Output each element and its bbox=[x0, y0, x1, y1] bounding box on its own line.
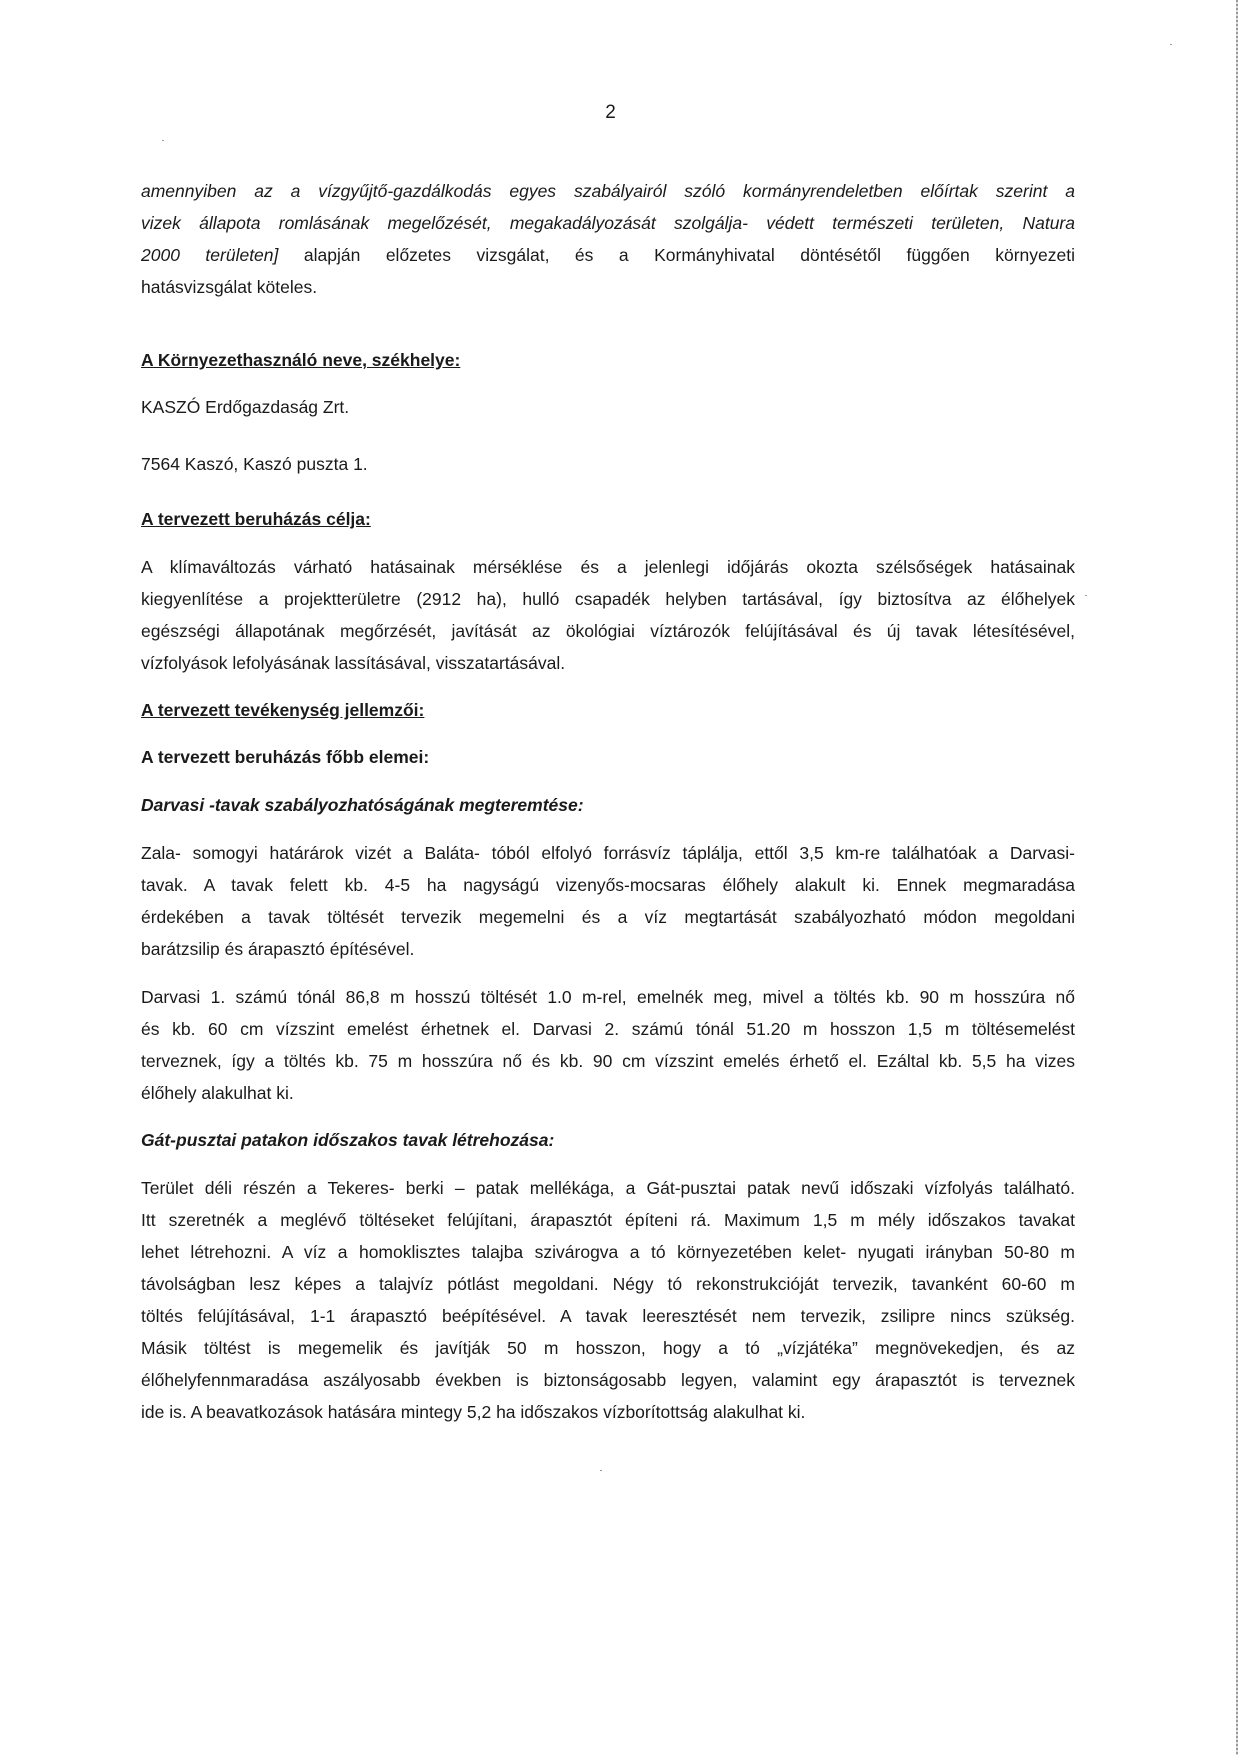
goal-line: kiegyenlítése a projektterületre (2912 ha), hulló csapadék helyben tartásával, így biztosítva az élőhelyek bbox=[141, 589, 1075, 609]
scan-speck bbox=[1085, 595, 1087, 596]
intro-line: hatásvizsgálat köteles. bbox=[141, 277, 318, 297]
gatpuszta-title-block bbox=[141, 1124, 1075, 1156]
scan-speck bbox=[162, 140, 164, 141]
goal-paragraph bbox=[141, 551, 1075, 679]
gatpuszta-line: Terület déli részén a Tekeres- berki – patak mellékága, a Gát-pusztai patak nevű időszaki vízfolyás található. bbox=[141, 1178, 1075, 1198]
section-activity bbox=[141, 694, 1075, 726]
gatpuszta-paragraph bbox=[141, 1172, 1075, 1428]
darvasi-title-block bbox=[141, 789, 1075, 821]
goal-line: A klímaváltozás várható hatásainak mérséklése és a jelenlegi időjárás okozta szélsőségek hatásainak bbox=[141, 557, 1075, 577]
gatpuszta-line: Itt szeretnék a meglévő töltéseket felújítani, árapasztót építeni rá. Maximum 1,5 m mély időszakos tavakat bbox=[141, 1210, 1075, 1230]
darvasi-line: Darvasi 1. számú tónál 86,8 m hosszú töltését 1.0 m-rel, emelnék meg, mivel a töltés kb. 90 m hosszúra nő bbox=[141, 987, 1075, 1007]
company-name: KASZÓ Erdőgazdaság Zrt. bbox=[141, 397, 350, 417]
company-name-block bbox=[141, 391, 1075, 423]
gatpuszta-line: élőhelyfennmaradása aszályosabb években is biztonságosabb legyen, valamint egy árapasztót is terveznek bbox=[141, 1370, 1075, 1390]
darvasi-line: barátzsilip és árapasztó építésével. bbox=[141, 939, 415, 959]
gatpuszta-line: lehet létrehozni. A víz a homoklisztes talajba szivárogva a tó környezetében kelet- nyugati irányban 50-80 m bbox=[141, 1242, 1075, 1262]
section-goal bbox=[141, 503, 1075, 535]
scan-border-line bbox=[1236, 0, 1238, 1755]
subheading: A tervezett beruházás főbb elemei: bbox=[141, 747, 430, 767]
activity-subheading-block bbox=[141, 741, 1075, 773]
gatpuszta-line: Másik töltést is megemelik és javítják 50 m hosszon, hogy a tó „vízjátéka” megnövekedjen, és az bbox=[141, 1338, 1075, 1358]
scan-speck bbox=[600, 1470, 602, 1471]
darvasi-line: Zala- somogyi határárok vizét a Baláta- tóból elfolyó forrásvíz táplálja, ettől 3,5 km-re találhatóak a Darvasi- bbox=[141, 843, 1075, 863]
darvasi-line: tavak. A tavak felett kb. 4-5 ha nagyságú vizenyős-mocsaras élőhely alakult ki. Ennek megmaradása bbox=[141, 875, 1075, 895]
intro-paragraph bbox=[141, 175, 1075, 303]
darvasi-line: és kb. 60 cm vízszint emelést érhetnek el. Darvasi 2. számú tónál 51.20 m hosszon 1,5 m töltésemelést bbox=[141, 1019, 1075, 1039]
company-address-block bbox=[141, 448, 1075, 480]
goal-line: egészségi állapotának megőrzését, javítását az ökológiai víztározók felújításával és új tavak létesítésével, bbox=[141, 621, 1075, 641]
gatpuszta-title: Gát-pusztai patakon időszakos tavak létrehozása: bbox=[141, 1130, 555, 1150]
section-environment-user bbox=[141, 344, 1075, 376]
intro-line-italic: 2000 területen] bbox=[141, 245, 279, 265]
darvasi-line: érdekében a tavak töltését tervezik megemelni és a víz megtartását szabályozható módon megoldani bbox=[141, 907, 1075, 927]
gatpuszta-line: ide is. A beavatkozások hatására mintegy 5,2 ha időszakos vízborítottság alakulhat ki. bbox=[141, 1402, 806, 1422]
darvasi-paragraph-1 bbox=[141, 837, 1075, 965]
darvasi-line: élőhely alakulhat ki. bbox=[141, 1083, 294, 1103]
gatpuszta-line: töltés felújításával, 1-1 árapasztó beépítésével. A tavak leeresztését nem tervezik, zsilipre nincs szükség. bbox=[141, 1306, 1075, 1326]
intro-line: amennyiben az a vízgyűjtő-gazdálkodás egyes szabályairól szóló kormányrendeletben előírtak szerint a bbox=[141, 181, 1075, 201]
company-address: 7564 Kaszó, Kaszó puszta 1. bbox=[141, 454, 368, 474]
darvasi-line: terveznek, így a töltés kb. 75 m hosszúra nő és kb. 90 cm vízszint emelés érhető el. Ezáltal kb. 5,5 ha vizes bbox=[141, 1051, 1075, 1071]
scan-speck bbox=[1170, 44, 1172, 45]
page-number: 2 bbox=[605, 102, 616, 123]
intro-line: vizek állapota romlásának megelőzését, megakadályozását szolgálja- védett természeti területen, Natura bbox=[141, 213, 1075, 233]
intro-line bbox=[141, 239, 1075, 271]
section-heading: A Környezethasználó neve, székhelye: bbox=[141, 350, 461, 370]
section-heading: A tervezett beruházás célja: bbox=[141, 509, 371, 529]
section-heading: A tervezett tevékenység jellemzői: bbox=[141, 700, 425, 720]
darvasi-title: Darvasi -tavak szabályozhatóságának megteremtése: bbox=[141, 795, 584, 815]
intro-line-regular: alapján előzetes vizsgálat, és a Kormányhivatal döntésétől függően környezeti bbox=[303, 245, 1075, 265]
gatpuszta-line: távolságban lesz képes a talajvíz pótlást megoldani. Négy tó rekonstrukcióját tervezik, tavanként 60-60 m bbox=[141, 1274, 1075, 1294]
darvasi-paragraph-2 bbox=[141, 981, 1075, 1109]
goal-line: vízfolyások lefolyásának lassításával, visszatartásával. bbox=[141, 653, 566, 673]
